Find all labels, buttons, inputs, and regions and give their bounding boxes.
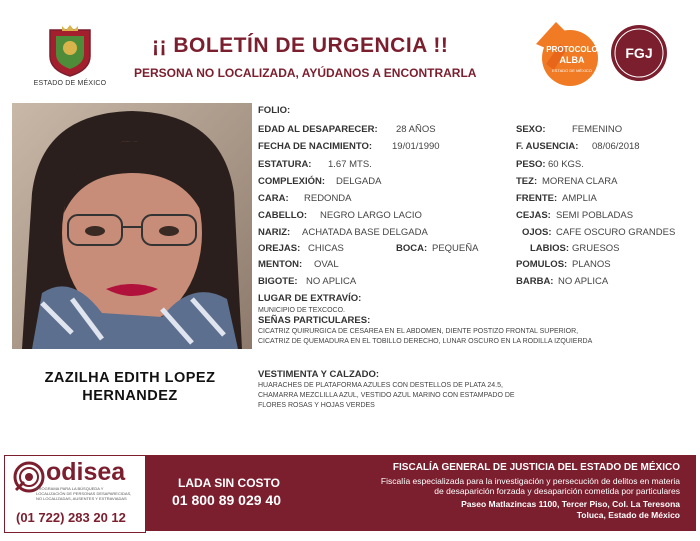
- lugar-value: MUNICIPIO DE TEXCOCO.: [258, 307, 345, 314]
- fgj-desc-line1: Fiscalía especializada para la investigación y persecución de delitos en materia: [380, 476, 680, 486]
- fgj-address: [330, 499, 680, 521]
- barba-value: NO APLICA: [558, 276, 609, 287]
- nariz-value: ACHATADA BASE DELGADA: [302, 227, 428, 238]
- orejas-label: OREJAS:: [258, 243, 301, 254]
- protocolo-alba-logo-icon: [526, 14, 606, 94]
- odisea-description: PROGRAMA PARA LA BÚSQUEDA Y LOCALIZACIÓN DE PERSONAS DESAPARECIDAS, NO LOCALIZADAS, AUSENTES Y EXTRAVIADAS: [36, 486, 132, 501]
- fgj-addr-line1: Paseo Matlazincas 1100, Tercer Piso, Col. La Teresona: [461, 499, 680, 509]
- labios-value: GRUESOS: [572, 243, 620, 254]
- fgj-desc-line2: de desaparición forzada y desaparición cometida por particulares: [434, 486, 680, 496]
- edad-label: EDAD AL DESAPARECER:: [258, 124, 378, 135]
- menton-label: MENTON:: [258, 259, 303, 270]
- tez-value: MORENA CLARA: [542, 176, 618, 187]
- cejas-label: CEJAS:: [516, 210, 551, 221]
- fgj-name: FISCALÍA GENERAL DE JUSTICIA DEL ESTADO DE MÉXICO: [392, 462, 680, 473]
- cabello-label: CABELLO:: [258, 210, 308, 221]
- estado-de-mexico-logo-icon: [42, 22, 98, 78]
- alba-line2: ALBA: [559, 55, 585, 65]
- nariz-label: NARIZ:: [258, 227, 291, 238]
- peso-value: 60 KGS.: [548, 159, 584, 170]
- cara-value: REDONDA: [304, 193, 352, 204]
- nacimiento-value: 19/01/1990: [392, 141, 440, 152]
- ausencia-value: 08/06/2018: [592, 141, 640, 152]
- complexion-value: DELGADA: [336, 176, 382, 187]
- estatura-value: 1.67 MTS.: [328, 159, 372, 170]
- tez-label: TEZ:: [516, 176, 538, 187]
- ojos-label: OJOS:: [522, 227, 552, 238]
- alba-line1: PROTOCOLO: [546, 45, 598, 54]
- vestimenta-line1: HUARACHES DE PLATAFORMA AZULES CON DESTELLOS DE PLATA 24.5,: [258, 382, 503, 389]
- pomulos-value: PLANOS: [572, 259, 611, 270]
- cejas-value: SEMI POBLADAS: [556, 210, 634, 221]
- senas-line1: CICATRIZ QUIRURGICA DE CESAREA EN EL ABDOMEN, DIENTE POSTIZO FRONTAL SUPERIOR,: [258, 328, 579, 335]
- senas-label: SEÑAS PARTICULARES:: [258, 315, 371, 326]
- sexo-value: FEMENINO: [572, 124, 623, 135]
- barba-label: BARBA:: [516, 276, 554, 287]
- ausencia-label: F. AUSENCIA:: [516, 141, 579, 152]
- orejas-value: CHICAS: [308, 243, 344, 254]
- fgj-logo-icon: [610, 24, 668, 82]
- person-name-line1: ZAZILHA EDITH LOPEZ: [44, 370, 216, 386]
- senas-line2: CICATRIZ DE QUEMADURA EN EL TOBILLO DERECHO, LUNAR OSCURO EN LA RODILLA IZQUIERDA: [258, 338, 593, 345]
- frente-value: AMPLIA: [562, 193, 597, 204]
- sexo-label: SEXO:: [516, 124, 546, 135]
- lada-number: 01 800 89 029 40: [172, 492, 281, 508]
- odisea-name: odisea: [46, 458, 126, 486]
- missing-person-name: [30, 369, 230, 405]
- vestimenta-line3: FLORES ROSAS Y HOJAS VERDES: [258, 402, 375, 409]
- pomulos-label: POMULOS:: [516, 259, 568, 270]
- lada-label: LADA SIN COSTO: [178, 476, 281, 490]
- person-name-line2: HERNANDEZ: [82, 388, 178, 404]
- boca-label: BOCA:: [396, 243, 428, 254]
- bigote-label: BIGOTE:: [258, 276, 298, 287]
- boca-value: PEQUEÑA: [432, 243, 479, 254]
- vestimenta-line2: CHAMARRA MEZCLILLA AZUL, VESTIDO AZUL MARINO CON ESTAMPADO DE: [258, 392, 515, 399]
- cabello-value: NEGRO LARGO LACIO: [320, 210, 422, 221]
- frente-label: FRENTE:: [516, 193, 558, 204]
- lugar-label: LUGAR DE EXTRAVÍO:: [258, 293, 362, 304]
- labios-label: LABIOS:: [530, 243, 570, 254]
- odisea-phone: (01 722) 283 20 12: [16, 510, 126, 525]
- missing-person-photo: [12, 103, 252, 349]
- edad-value: 28 AÑOS: [396, 124, 436, 135]
- alba-line3: ESTADO DE MÉXICO: [552, 68, 592, 73]
- estatura-label: ESTATURA:: [258, 159, 312, 170]
- menton-value: OVAL: [314, 259, 339, 270]
- folio-label: FOLIO:: [258, 105, 291, 116]
- fgj-logo-text: FGJ: [625, 45, 653, 61]
- peso-label: PESO:: [516, 159, 546, 170]
- vestimenta-label: VESTIMENTA Y CALZADO:: [258, 369, 380, 380]
- page-subtitle: PERSONA NO LOCALIZADA, AYÚDANOS A ENCONTRARLA: [134, 66, 477, 80]
- bigote-value: NO APLICA: [306, 276, 357, 287]
- ojos-value: CAFE OSCURO GRANDES: [556, 227, 676, 238]
- state-name: ESTADO DE MÉXICO: [33, 80, 107, 87]
- page-title: ¡¡ BOLETÍN DE URGENCIA !!: [152, 34, 449, 57]
- nacimiento-label: FECHA DE NACIMIENTO:: [258, 141, 372, 152]
- cara-label: CARA:: [258, 193, 289, 204]
- fgj-description: [330, 476, 680, 496]
- fgj-addr-line2: Toluca, Estado de México: [576, 510, 680, 520]
- complexion-label: COMPLEXIÓN:: [258, 176, 326, 187]
